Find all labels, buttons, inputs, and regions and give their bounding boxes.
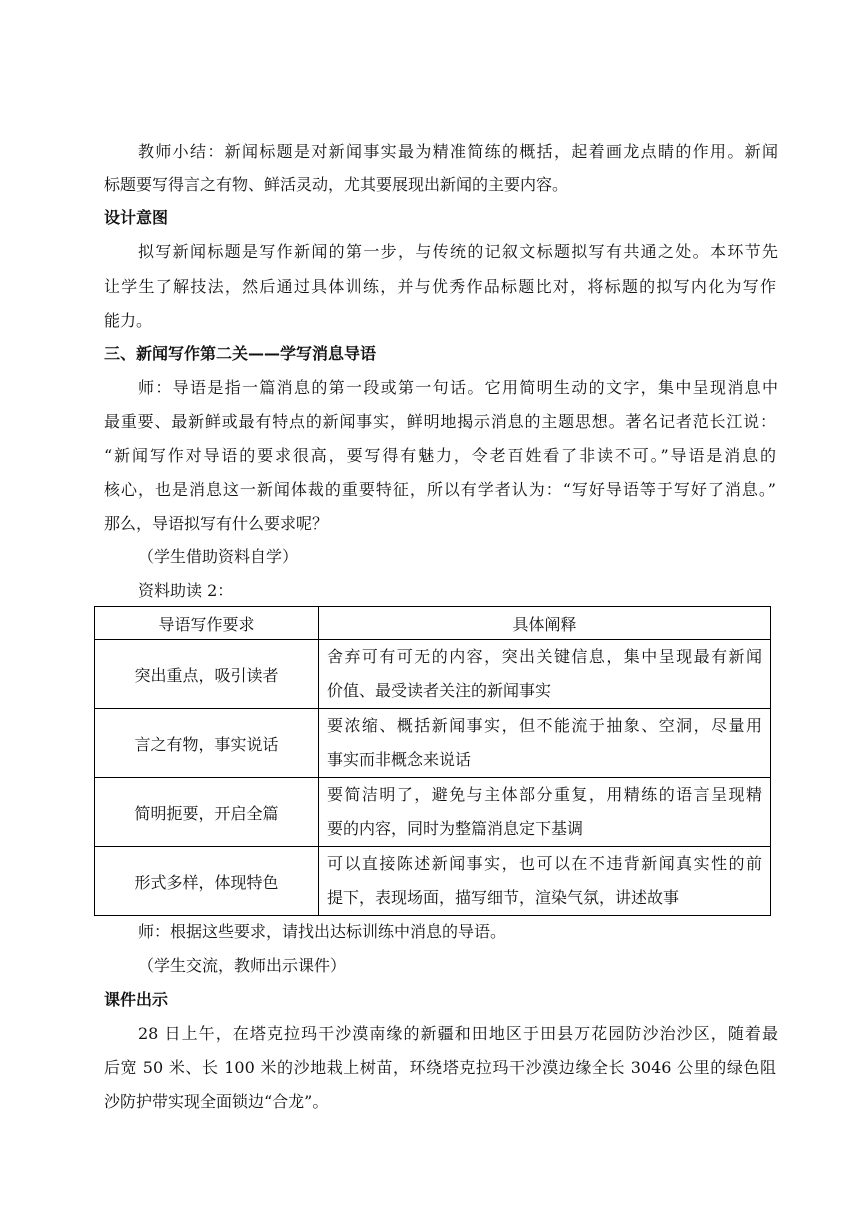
design-intent-heading: 设计意图 (104, 208, 169, 227)
explanation-line: 可以直接陈述新闻事实，也可以在不违背新闻真实性的前 (327, 854, 762, 873)
table-row (95, 640, 771, 709)
design-line-2: 让学生了解技法，然后通过具体训练，并与优秀作品标题比对，将标题的拟写内化为写作 (104, 277, 776, 296)
explanation-cell (319, 640, 771, 709)
explanation-line: 提下，表现场面，描写细节，渲染气氛，讲述故事 (327, 888, 680, 907)
teacher-line-4: 核心，也是消息这一新闻体裁的重要特征，所以有学者认为：“写好导语等于写好了消息。” (104, 480, 776, 499)
courseware-line-1: 28 日上午，在塔克拉玛干沙漠南缘的新疆和田地区于田县万花园防沙治沙区，随着最 (138, 1024, 778, 1043)
table-header-requirement: 导语写作要求 (95, 607, 319, 640)
courseware-line-3: 沙防护带实现全面锁边“合龙”。 (104, 1092, 329, 1111)
explanation-line: 要浓缩、概括新闻事实，但不能流于抽象、空洞，尽量用 (327, 716, 762, 735)
table-row (95, 847, 771, 916)
explanation-line: 价值、最受读者关注的新闻事实 (327, 681, 552, 700)
design-line-3: 能力。 (104, 311, 153, 330)
after-table-line: 师：根据这些要求，请找出达标训练中消息的导语。 (138, 922, 507, 941)
table-row (95, 778, 771, 847)
explanation-cell (319, 778, 771, 847)
requirement-cell: 突出重点，吸引读者 (95, 640, 319, 709)
explanation-line: 舍弃可有可无的内容，突出关键信息，集中呈现最有新闻 (327, 647, 762, 666)
courseware-line-2: 后宽 50 米、长 100 米的沙地栽上树苗，环绕塔克拉玛干沙漠边缘全长 3046 公里的绿色阻 (104, 1058, 776, 1077)
summary-line-1: 教师小结：新闻标题是对新闻事实最为精准简练的概括，起着画龙点睛的作用。新闻 (138, 142, 778, 161)
teacher-line-5: 那么，导语拟写有什么要求呢？ (104, 514, 329, 533)
requirement-cell: 形式多样，体现特色 (95, 847, 319, 916)
lead-requirements-table (94, 606, 771, 916)
explanation-cell (319, 847, 771, 916)
explanation-line: 要简洁明了，避免与主体部分重复，用精练的语言呈现精 (327, 785, 762, 804)
courseware-heading: 课件出示 (104, 990, 169, 1009)
design-line-1: 拟写新闻标题是写作新闻的第一步，与传统的记叙文标题拟写有共通之处。本环节先 (138, 242, 778, 261)
explanation-line: 要的内容，同时为整篇消息定下基调 (327, 819, 584, 838)
teacher-line-1: 师：导语是指一篇消息的第一段或第一句话。它用简明生动的文字，集中呈现消息中 (138, 378, 778, 397)
section-three-heading: 三、新闻写作第二关——学写消息导语 (104, 344, 377, 363)
teacher-line-2: 最重要、最新鲜或最有特点的新闻事实，鲜明地揭示消息的主题思想。著名记者范长江说： (104, 412, 776, 431)
requirement-cell: 言之有物，事实说话 (95, 709, 319, 778)
table-header-explanation: 具体阐释 (319, 607, 771, 640)
material-label: 资料助读 2： (138, 581, 234, 600)
exchange-note: （学生交流，教师出示课件） (138, 956, 347, 975)
summary-line-2: 标题要写得言之有物、鲜活灵动，尤其要展现出新闻的主要内容。 (104, 175, 569, 194)
table-header-row (95, 607, 771, 640)
teacher-line-3: “新闻写作对导语的要求很高，要写得有魅力，令老百姓看了非读不可。”导语是消息的 (104, 446, 776, 465)
explanation-cell (319, 709, 771, 778)
requirement-cell: 简明扼要，开启全篇 (95, 778, 319, 847)
table-row (95, 709, 771, 778)
explanation-line: 事实而非概念来说话 (327, 750, 472, 769)
self-study-note: （学生借助资料自学） (138, 547, 299, 566)
